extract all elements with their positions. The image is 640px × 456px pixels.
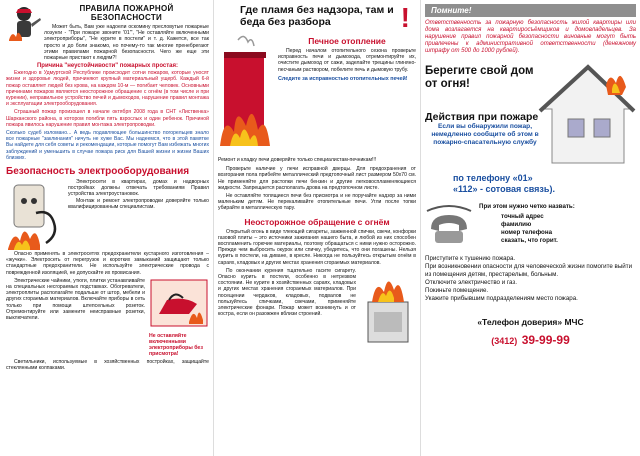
protect-home-slogan: Берегите свой дом от огня! [425, 65, 534, 90]
kitchen-stove-fire-icon [360, 268, 416, 346]
stove-p1: Перед началом отопительного сезона проверьте исправность печи и дымохода, отремонтируйте их, очистите дымоход от сажи, заделайте трещины глиняно-песчаным раствором, побелите печь и дымовую трубу. [278, 48, 416, 73]
stove-fire-illustration-icon [218, 34, 274, 154]
electrical-safety-title: Безопасность электрооборудования [6, 166, 190, 178]
steps-list [425, 255, 636, 303]
intro-text: Может быть, Вам уже надоели оскомину пресловутые пожарные лозунги - "При пожаре звоните '01'", "Не оставляйте включенными электроприборы", "Не курите в постели" и т. д. Кажется, все так просто и до боли знакомо, но почему-то так многие пренебрегают этими правилами пожарной безопасности. Чего же еще эти пожарные пристают к людям?! [44, 24, 209, 62]
stove-p2: Ремонт и кладку печи доверяйте только специалистам-печникам!!! [218, 157, 377, 163]
remember-text: Ответственность за пожарную безопасность жилой квартиры или дома возлагается на квартиросъёмщиков и домовладельцев. За нарушение правил пожарной безопасности виновные могут быть привлечены к административной ответственности (денежному штрафу от 500 до 1000 рублей). [425, 20, 636, 54]
causes-text: Ежегодно в Удмуртской Республике происходит сотни пожаров, которые уносят жизни и здоровье людей, причиняют крупный материальный ущерб. Каждый 6-й пожар оставляет людей без крова, на каждом 10-м — погибает человек. Основными причинами пожаров являются неосторожное обращение с огнём (в том числе и при курении), неправильное устройство печей и дымоходов, нарушение правил монтажа и эксплуатации электрооборудования. [6, 70, 209, 108]
right-panel [421, 0, 640, 456]
note-text: Сколько судеб изломано... А ведь подавляющее большинство погорельцев знало все пожарные "заклинания" ничуть не хуже Вас. Мы надеемся, что в этой памятке Вы найдете для себя советы и рекомендации, которые помогут Вам избежать многих заблуждений и уменьшить в случае пожара риск для Вашей жизни и жизни Ваших близких. [6, 130, 209, 161]
elec-p5: Светильники, используемые в хозяйственных постройках, защищайте стеклянными колпаками. [6, 358, 209, 372]
stove-heating-title: Печное отопление [308, 36, 386, 46]
fire-actions-title: Действия при пожаре [425, 111, 539, 123]
stove-p3: Проверьте наличие у печи исправной дверцы. Для предохранения от возгорания пола прибейте металлический предтопочный лист размером 50х70 см. Не применяйте для растопки печи бензин и другие легковоспламеняющиеся жидкости. Запрещается располагать дрова на предтопочном листе. [218, 166, 416, 191]
fire-p2: По окончании курения тщательно гасите сигарету. Опасно курить в постели, особенно в нетрезвом состоянии. Не курите в хозяйственных сараях, кладовых и других местах хранения сгораемых материалов. При посещении чердаков, кладовых, подвалов не пользуйтесь спичками, свечами, применяйте электрические фонари. Пожар может возникнуть и от костра, если он разожжен вблизи строений. [218, 267, 356, 318]
slogan-text: Где пламя без надзора, там и беда без разбора [240, 4, 394, 28]
hotline-code: (3412) [491, 336, 518, 346]
firefighter-logo-icon [6, 4, 42, 42]
elec-p3: Опасно применять в электросетях предохранители кустарного изготовления – «жучки». Электросеть от перегрузок и коротких замыканий защищают только стандартные предохранители. Не используйте электрические провода с поврежденной изоляцией, не допускайте их провисания. [6, 251, 209, 276]
phone-112: «112» - сотовая связь). [453, 184, 555, 194]
exclamation-mark: ! [400, 2, 410, 33]
step-item: При возникновении опасности для человеческой жизни помогите выйти из помещения детям, престарелым, больным. [425, 263, 633, 278]
fire-actions-text: Если вы обнаружили пожар, немедленно сообщите об этом в пожарно-спасательную службу [431, 123, 539, 146]
causes-title: Причина "неустойчивости" пожарных простая: [36, 63, 179, 70]
telephone-icon [425, 203, 473, 245]
slogan-block [218, 2, 416, 33]
step-item: Отключите электричество и газ. [425, 279, 517, 286]
step-item: Укажите прибывшим подразделениям место пожара. [425, 295, 578, 302]
call-info-list [501, 213, 636, 245]
call-item: сказать, что горит. [501, 237, 558, 244]
warning-caption: Не оставляйте включенными электроприборы без присмотра! [149, 332, 203, 357]
fire-p1: Открытый огонь в виде тлеющей сигареты, зажженной спички, свечи, конфорки газовой плиты – это источники зажигания нашего быта, и любой из них способен воспламенить горючие материалы, поэтому обращаться с ними нужно осторожно. Прежде чем выбросить окурок или спичку, убедитесь, что они погашены. Нельзя курить в постели, на диване, в кресле. Никогда не пользуйтесь открытым огнём в сараях, кладовых и других местах хранения сгораемых материалов. [218, 228, 416, 266]
stove-caption: Следите за исправностью отопительных печей! [278, 75, 408, 82]
hotline-label: «Телефон доверия» МЧС [477, 317, 584, 327]
step-item: Покиньте помещение. [425, 287, 489, 294]
call-info-title: При этом нужно четко назвать: [479, 203, 575, 210]
elec-p4: Электрические чайники, утюги, плитки устанавливайте на специальных несгораемых подставках. Обогреватели, электроплиты располагайте подальше от штор, мебели и других сгораемых материалов. Включайте приборы в сеть только при помощи штепсельных розеток. Отремонтируйте или замените неисправные розетки, выключатели. [6, 277, 145, 322]
call-item: номер телефона [501, 229, 553, 236]
house-fire-icon [536, 59, 636, 169]
iron-fire-icon [149, 278, 209, 328]
stove-p4: Не оставляйте топящиеся печи без присмотра и не поручайте надзор за ними маленьким детям. Не перекаливайте отопительные печи. Угли после топки убирайте в металлическую тару. [218, 193, 416, 212]
elec-p1: Электросети в квартирах, домах и надворных постройках должны отвечать требованиям Правил устройства электроустановок. [68, 179, 209, 198]
story-text: Страшный пожар произошел в начале октября 2008 года в СНТ «Лиственка» Шарканского района, в котором погибли пять взрослых и один ребенок. Причиной пожара явилось нарушение правил монтажа электропроводки. [6, 109, 209, 128]
call-item: точный адрес [501, 213, 544, 220]
call-item: фамилию [501, 221, 532, 228]
careless-fire-title: Неосторожное обращение с огнём [244, 216, 390, 227]
step-item: Приступите к тушению пожара. [425, 255, 516, 262]
left-panel [0, 0, 213, 456]
hotline-number [425, 331, 636, 349]
electric-outlet-fire-icon [6, 179, 64, 251]
hotline-digits: 39-99-99 [521, 333, 570, 347]
remember-header: Помните! [425, 4, 636, 17]
rules-title: ПРАВИЛА ПОЖАРНОЙ БЕЗОПАСНОСТИ [79, 4, 174, 22]
elec-p2: Монтаж и ремонт электропроводки доверяйте только квалифицированным специалистам. [68, 197, 209, 210]
phone-01: по телефону «01» [453, 173, 533, 183]
middle-panel [214, 0, 420, 456]
